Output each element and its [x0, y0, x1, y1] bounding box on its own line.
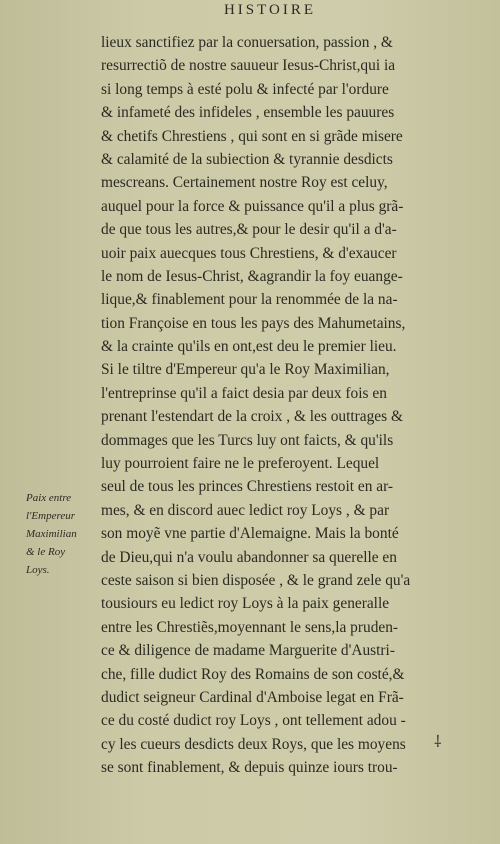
text-line: uoir paix auecques tous Chrestiens, & d'exaucer: [101, 244, 397, 262]
body-text: [101, 31, 469, 780]
text-line: dommages que les Turcs luy ont faicts, & qu'ils: [101, 431, 394, 449]
text-line: resurrectiõ de nostre sauueur Iesus-Christ,qui ia: [101, 57, 396, 75]
text-line: dudict seigneur Cardinal d'Amboise legat en Frã-: [101, 688, 404, 706]
printers-mark: ⸸: [434, 734, 442, 751]
text-line: che, fille dudict Roy des Romains de son costé,&: [101, 665, 405, 683]
text-line: le nom de Iesus-Christ, &agrandir la foy euange-: [101, 267, 403, 285]
text-line: se sont finablement, & depuis quinze iours trou-: [101, 759, 398, 777]
text-line: ceste saison si bien disposée , & le grand zele qu'a: [101, 571, 411, 589]
text-line: & infameté des infideles , ensemble les pauures: [101, 104, 395, 122]
text-line: l'entreprinse qu'il a faict desia par deux fois en: [101, 384, 387, 402]
text-line: mes, & en discord auec ledict roy Loys , & par: [101, 501, 390, 519]
text-line: & chetifs Chrestiens , qui sont en si grãde misere: [101, 127, 403, 145]
text-line: son moyẽ vne partie d'Alemaigne. Mais la bonté: [101, 525, 399, 543]
text-line: prenant l'estendart de la croix , & les outtrages &: [101, 408, 403, 426]
text-line: tion Françoise en tous les pays des Mahumetains,: [101, 314, 406, 332]
text-line: auquel pour la force & puissance qu'il a plus grã-: [101, 197, 404, 215]
margin-note-line: Paix entre: [26, 492, 72, 504]
text-line: cy les cueurs desdicts deux Roys, que les moyens: [101, 735, 406, 753]
text-line: de que tous les autres,& pour le desir qu'il a d'a-: [101, 221, 397, 239]
margin-note-line: Loys.: [26, 564, 50, 576]
text-line: luy pourroient faire ne le preferoyent. Lequel: [101, 455, 380, 473]
margin-note-line: l'Empereur: [26, 510, 75, 522]
text-line: si long temps à esté polu & infecté par l'ordure: [101, 80, 389, 98]
text-line: & la crainte qu'ils en ont,est deu le premier lieu.: [101, 338, 397, 356]
text-line: mescreans. Certainement nostre Roy est celuy,: [101, 174, 388, 192]
text-line: & calamité de la subiection & tyrannie desdicts: [101, 150, 393, 168]
text-line: ce du costé dudict roy Loys , ont tellement adou -: [101, 712, 406, 730]
text-line: lieux sanctifiez par la conuersation, passion , &: [101, 34, 393, 51]
text-line: entre les Chrestiẽs,moyennant le sens,la pruden-: [101, 618, 399, 636]
running-head: HISTOIRE: [223, 2, 317, 18]
text-line: lique,& finablement pour la renommée de la na-: [101, 291, 398, 309]
margin-note: [26, 489, 98, 579]
text-line: de Dieu,qui n'a voulu abandonner sa querelle en: [101, 548, 397, 566]
margin-note-line: & le Roy: [26, 546, 66, 558]
text-line: ce & diligence de madame Marguerite d'Austri-: [101, 642, 395, 660]
text-line: Si le tiltre d'Empereur qu'a le Roy Maximilian,: [101, 361, 390, 379]
text-line: seul de tous les princes Chrestiens restoit en ar-: [101, 478, 394, 496]
margin-note-line: Maximilian: [26, 528, 77, 540]
text-line: tousiours eu ledict roy Loys à la paix generalle: [101, 595, 390, 613]
